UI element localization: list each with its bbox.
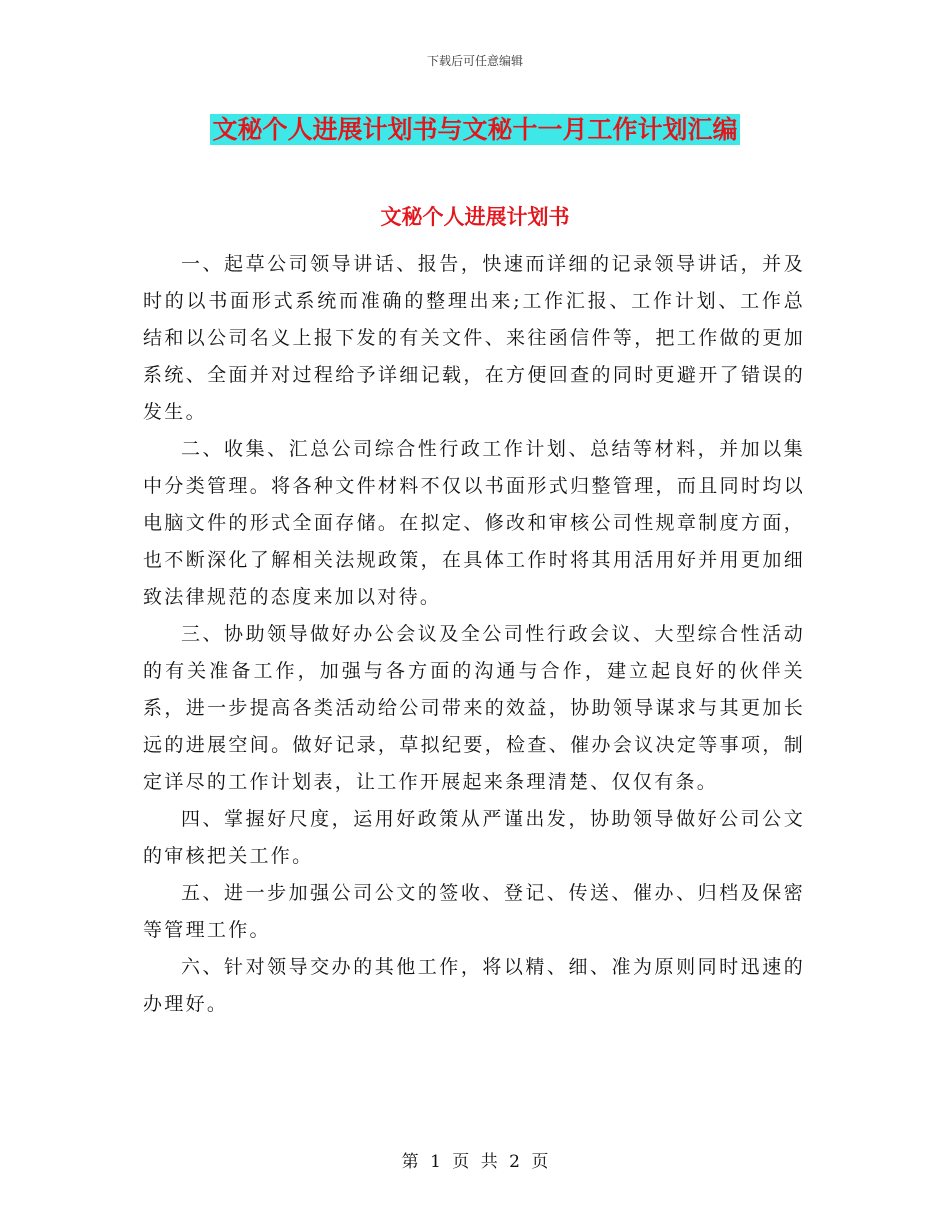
paragraph-2: 二、收集、汇总公司综合性行政工作计划、总结等材料，并加以集中分类管理。将各种文件材料不仅以书面形式归整管理，而且同时均以电脑文件的形式全面存储。在拟定、修改和审核公司性规章制度方面，也不断深化了解相关法规政策，在具体工作时将其用活用好并用更加细致法律规范的态度来加以对待。 [143, 438, 805, 608]
paragraph-1: 一、起草公司领导讲话、报告，快速而详细的记录领导讲话，并及时的以书面形式系统而准确的整理出来;工作汇报、工作计划、工作总结和以公司名义上报下发的有关文件、来往函信件等，把工作做的更加系统、全面并对过程给予详细记载，在方便回查的同时更避开了错误的发生。 [143, 253, 805, 423]
paragraph-4: 四、掌握好尺度，运用好政策从严谨出发，协助领导做好公司公文的审核把关工作。 [143, 808, 805, 867]
paragraph-6: 六、针对领导交办的其他工作，将以精、细、准为原则同时迅速的办理好。 [143, 956, 805, 1015]
paragraph-5: 五、进一步加强公司公文的签收、登记、传送、催办、归档及保密等管理工作。 [143, 882, 805, 941]
document-title [0, 114, 950, 149]
page-header-note: 下载后可任意编辑 [426, 54, 523, 68]
section-heading: 文秘个人进展计划书 [380, 205, 570, 229]
paragraph-3: 三、协助领导做好办公会议及全公司性行政会议、大型综合性活动的有关准备工作，加强与各方面的沟通与合作，建立起良好的伙伴关系，进一步提高各类活动给公司带来的效益，协助领导谋求与其更加长远的进展空间。做好记录，草拟纪要，检查、催办会议决定等事项，制定详尽的工作计划表，让工作开展起来条理清楚、仅仅有条。 [143, 623, 805, 793]
page-number: 第 1 页 共 2 页 [401, 1152, 549, 1172]
document-body [143, 246, 805, 1023]
document-title-text: 文秘个人进展计划书与文秘十一月工作计划汇编 [212, 115, 738, 144]
